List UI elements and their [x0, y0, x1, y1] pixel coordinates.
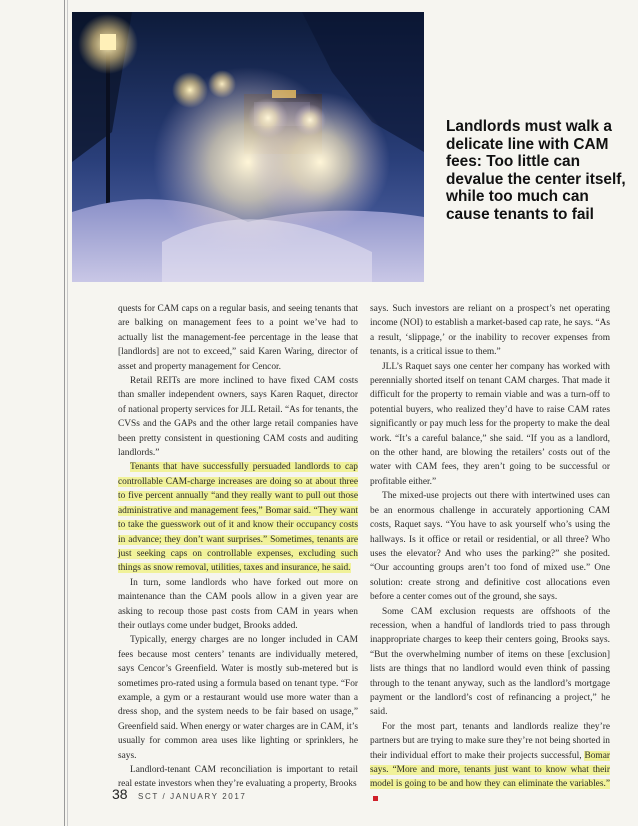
- paragraph: Landlord-tenant CAM reconciliation is important to retail real estate investors when they’re evaluating a property, Brooks: [118, 765, 358, 790]
- highlight-text: Tenants that have successfully persuaded landlords to cap controllable CAM-charge increases are doing so at about three to five percent annually “and they really want to pull out those administrative and management fees,” Bomar said. “They want to take the guesswork out of it and know their occupancy costs in advance; they don’t want surprises.” Sometimes, tenants are just seeking caps on controllable expenses, excluding such things as snow removal, utilities, taxes and insurance, he said.: [118, 462, 358, 574]
- headline: Landlords must walk a delicate line with CAM fees: Too little can devalue the center itself, while too much can cause tenants to fail: [446, 118, 626, 223]
- closing-text: For the most part, tenants and landlords realize they’re partners but are trying to make sure they’re not being shorted in their individual effort to make their projects successful,: [370, 721, 610, 761]
- snowplow-night-photo-icon: [72, 12, 424, 282]
- publication-date: SCT / JANUARY 2017: [138, 792, 247, 801]
- paragraph: In turn, some landlords who have forked out more on maintenance than the CAM pools allow in a given year are asking to recoup those past costs from CAM in years when their outlays come under budget, Brooks added.: [118, 577, 358, 631]
- paragraph: Some CAM exclusion requests are offshoots of the recession, when a handful of landlords tried to pass through inappropriate charges to keep their centers going, Brooks says. “But the overwhelming number of items on these [exclusion] lists are things that no landlord would even think of passing through to the tenant anyway, such as the landlord’s mortgage payment or the landlord’s cost of refinancing a project,” he said.: [370, 606, 610, 718]
- highlight-text: Bomar says. “More and more, tenants just want to know what their model is going to be and how they can eliminate the variables.”: [370, 750, 611, 790]
- paragraph: The mixed-use projects out there with intertwined uses can be an enormous challenge in accurately apportioning CAM costs, Raquet says. “You have to ask yourself who’s using the hallways. Is it office or retail or residential, or all three? Who uses the elevator? And who uses the parking?” she posited. “Our accounting groups aren’t too fond of mixed use.” One solution: create strong and definitive cost allocations even before a center comes out of the ground, she says.: [370, 491, 610, 603]
- paragraph: says. Such investors are reliant on a prospect’s net operating income (NOI) to establish a market-based cap rate, he says. “As a result, ‘slippage,’ or the inability to recover expenses from tenants, is a critical issue to them.”: [370, 304, 611, 358]
- page-number: 38: [112, 786, 128, 802]
- paragraph: Typically, energy charges are no longer included in CAM fees because most centers’ tenants are individually metered, says Cencor’s Greenfield. Water is mostly sub-metered but is sometimes pro-rated using a formula based on tenant type. “For example, a gym or a restaurant would use more water than a dress shop, and the system needs to be fair based on usage,” Greenfield said. When energy or water charges are in CAM, it’s usually for common area uses like lighting or sprinklers, he says.: [118, 635, 358, 761]
- page-footer: [112, 786, 246, 804]
- page-edge-line: [64, 0, 65, 826]
- left-column: [118, 302, 358, 792]
- paragraph: quests for CAM caps on a regular basis, and seeing tenants that are balking on management fees to a point we’ve had to actually list the management-fee percentage in the lease that [landlords] are not to exceed,” said Karen Waring, director of asset and property management for Cencor.: [118, 304, 358, 372]
- page-edge-line-inner: [67, 0, 68, 826]
- paragraph: Retail REITs are more inclined to have fixed CAM costs than smaller independent owners, says Karen Raquet, director of national property services for JLL Retail. “As for tenants, the CVSs and the GAPs and the other large retail companies have been pretty consistent in questioning CAM costs and auditing landlords.”: [118, 376, 358, 459]
- closing-paragraph: [370, 720, 610, 806]
- right-column: [370, 302, 610, 806]
- snowplow-photo: [72, 12, 424, 282]
- highlighted-paragraph: [118, 460, 358, 575]
- paragraph: JLL’s Raquet says one center her company has worked with perennially shorted itself on tenant CAM charges. That made it difficult for the property to remain viable and was a turn-off to potential buyers, who realized they’d have to raise CAM rates significantly or pay much less for the property to make the deal work. “It’s a careful balance,” she said. “If you as a landlord, on the other hand, are blowing the retailers’ costs out of the water with CAM fees, they aren’t going to be successful or profitable either.”: [370, 361, 610, 487]
- end-mark-icon: [373, 796, 378, 801]
